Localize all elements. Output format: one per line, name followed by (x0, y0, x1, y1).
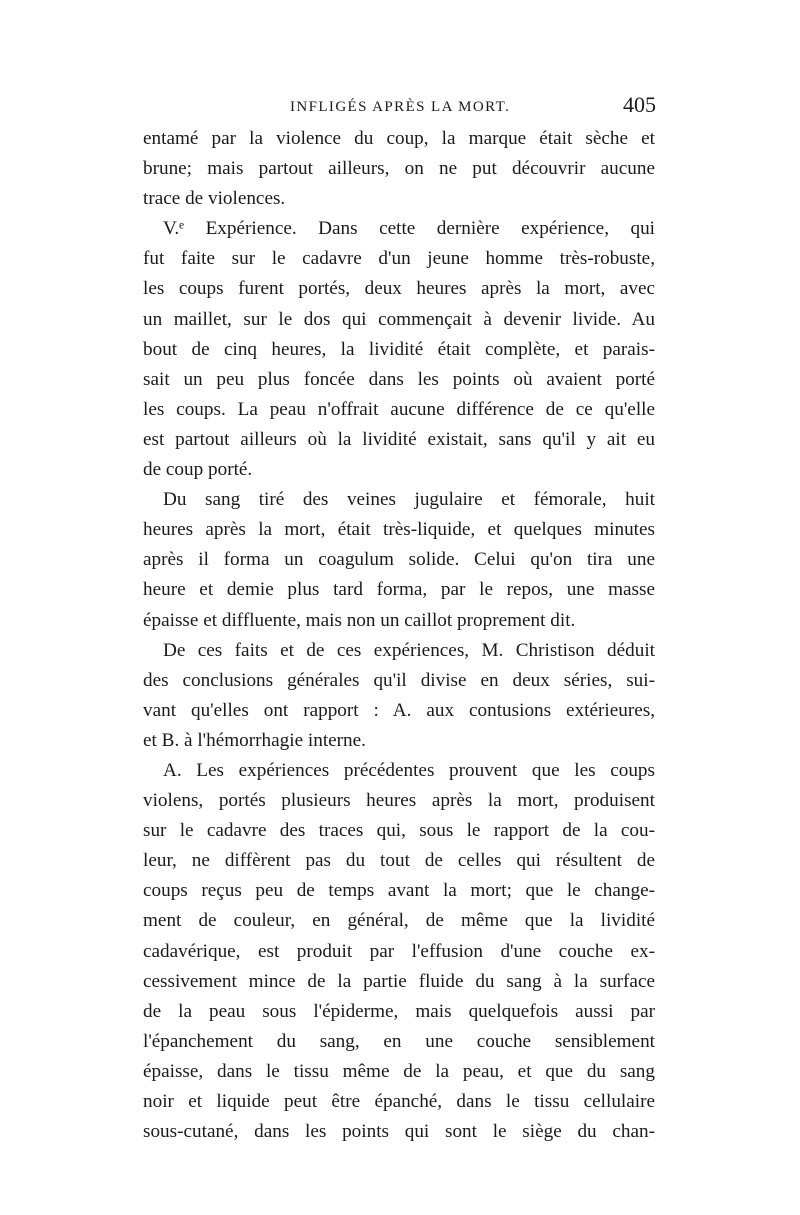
text-line: des conclusions générales qu'il divise en deux séries, sui- (143, 669, 655, 691)
text-line: sous-cutané, dans les points qui sont le siège du chan- (143, 1121, 655, 1143)
running-head (140, 92, 660, 122)
text-line: un maillet, sur le dos qui commençait à devenir livide. Au (143, 308, 655, 330)
text-line: les coups. La peau n'offrait aucune différence de ce qu'elle (143, 398, 655, 420)
text-line: Du sang tiré des veines jugulaire et fémorale, huit (163, 489, 655, 511)
text-line: et B. à l'hémorrhagie interne. (143, 729, 366, 751)
text-line: les coups furent portés, deux heures après la mort, avec (143, 278, 655, 300)
text-line: l'épanchement du sang, en une couche sensiblement (143, 1030, 655, 1052)
text-line: sur le cadavre des traces qui, sous le rapport de la cou- (143, 820, 655, 842)
text-line: cadavérique, est produit par l'effusion d'une couche ex- (143, 940, 655, 962)
text-line: de coup porté. (143, 459, 253, 481)
text-line: épaisse, dans le tissu même de la peau, et que du sang (143, 1060, 655, 1082)
text-line: leur, ne diffèrent pas du tout de celles qui résultent de (143, 850, 655, 872)
text-line: vant qu'elles ont rapport : A. aux contusions extérieures, (143, 699, 655, 721)
page-number: 405 (623, 92, 656, 117)
text-line: noir et liquide peut être épanché, dans le tissu cellulaire (143, 1091, 655, 1112)
text-line: De ces faits et de ces expériences, M. Christison déduit (163, 639, 655, 661)
running-title: INFLIGÉS APRÈS LA MORT. (290, 99, 511, 115)
text-line: fut faite sur le cadavre d'un jeune homme très-robuste, (143, 248, 655, 270)
text-line: brune; mais partout ailleurs, on ne put découvrir aucune (143, 158, 655, 180)
text-line: entamé par la violence du coup, la marque était sèche et (143, 128, 655, 149)
text-line: après il forma un coagulum solide. Celui qu'on tira une (143, 549, 655, 571)
text-line: bout de cinq heures, la lividité était complète, et parais- (143, 338, 655, 360)
text-line: sait un peu plus foncée dans les points où avaient porté (143, 368, 655, 390)
text-line: V.ᵉ Expérience. Dans cette dernière expérience, qui (163, 218, 655, 240)
text-line: ment de couleur, en général, de même que la lividité (143, 910, 655, 932)
body-text (143, 124, 655, 1147)
text-line: coups reçus peu de temps avant la mort; que le change- (143, 880, 655, 902)
text-line: est partout ailleurs où la lividité existait, sans qu'il y ait eu (143, 428, 655, 450)
text-line: violens, portés plusieurs heures après la mort, produisent (143, 790, 655, 812)
text-line: épaisse et diffluente, mais non un caillot proprement dit. (143, 609, 576, 631)
text-line: heure et demie plus tard forma, par le repos, une masse (143, 579, 655, 601)
text-line: de la peau sous l'épiderme, mais quelquefois aussi par (143, 1000, 655, 1022)
text-line: trace de violences. (143, 188, 286, 210)
text-line: A. Les expériences précédentes prouvent que les coups (163, 759, 655, 781)
text-line: heures après la mort, était très-liquide, et quelques minutes (143, 519, 655, 541)
text-line: cessivement mince de la partie fluide du sang à la surface (143, 970, 655, 992)
